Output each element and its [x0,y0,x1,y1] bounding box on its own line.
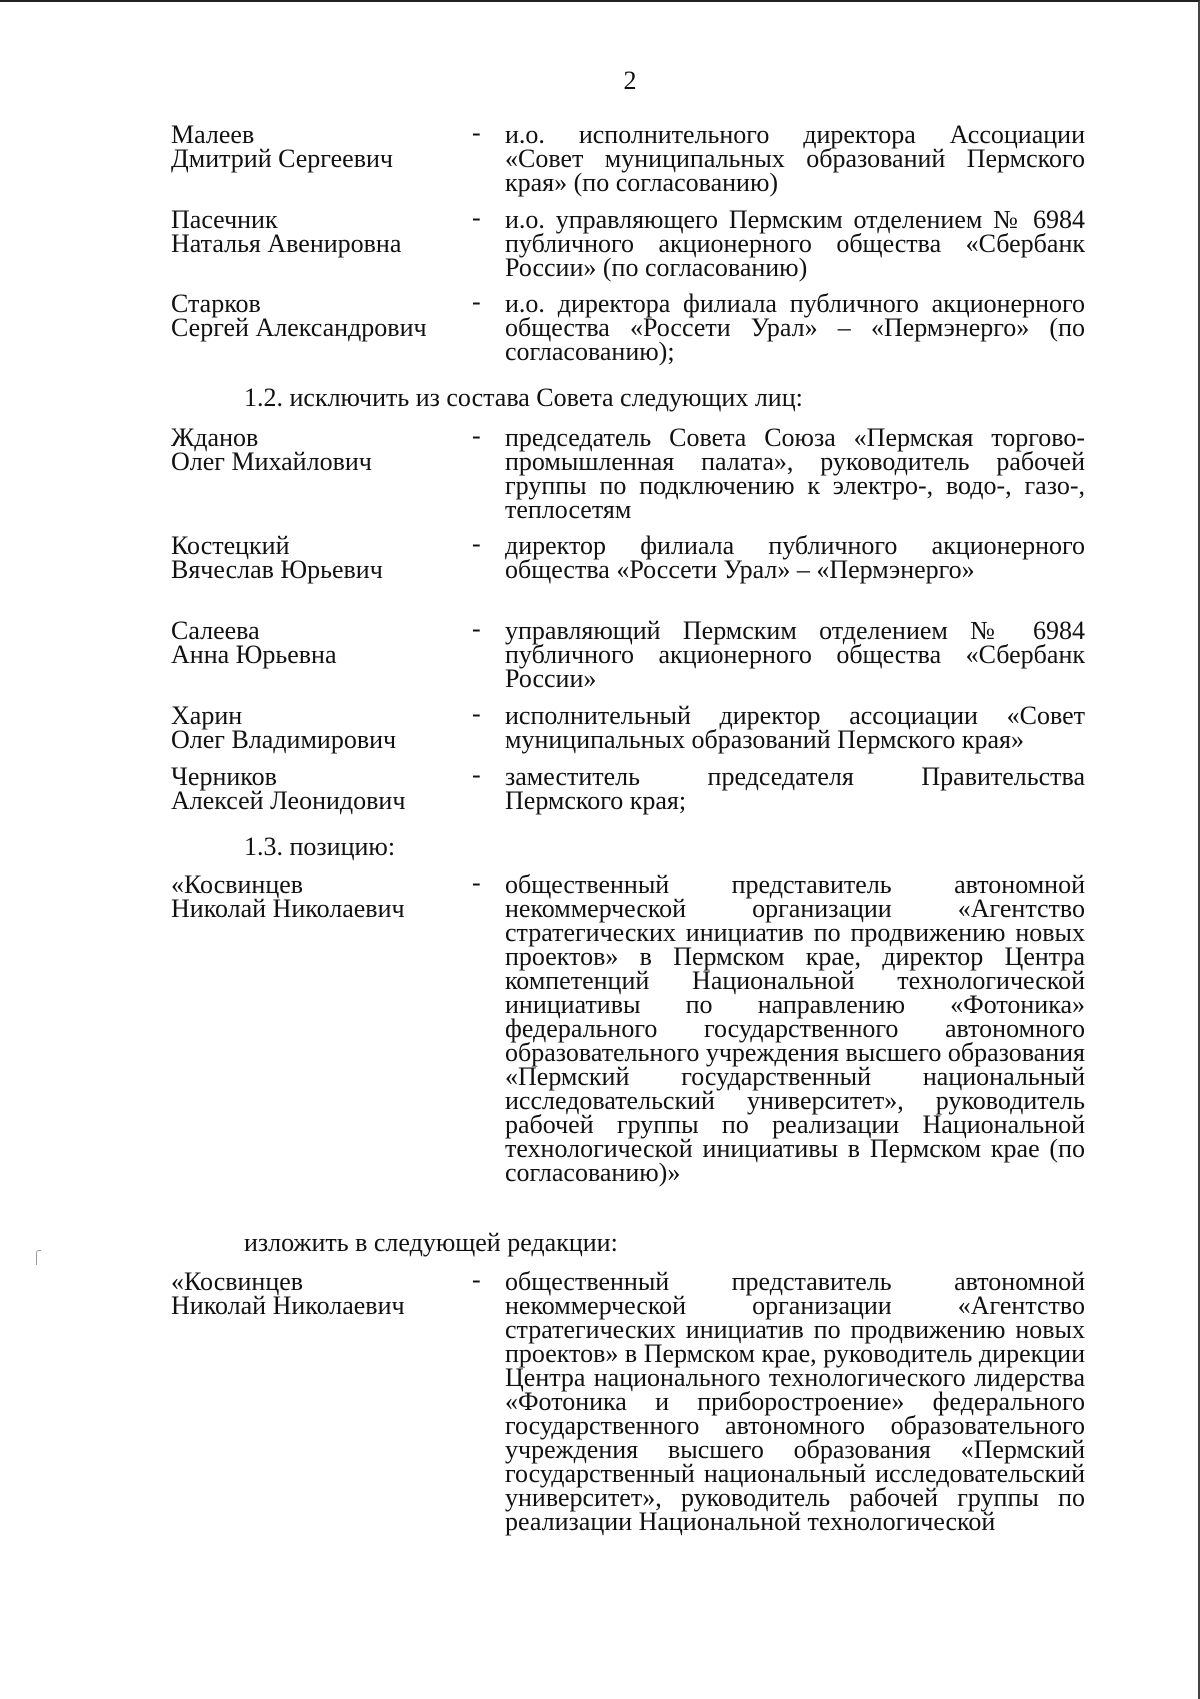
member-surname: Салеева [171,616,260,645]
member-given-names: Сергей Александрович [171,313,427,342]
member-position: общественный представитель автономной некоммерческой организации «Агентство стратегических инициатив по продвижению новых проектов» в Пермском крае, директор Центра компетенций Национальной технологической инициативы по направлению «Фотоника» федерального государственного автономного образовательного учреждения высшего образования «Пермский государственный национальный исследовательский университет», руководитель рабочей группы по реализации Национальной технологической инициативы в Пермском крае (по согласованию)» [505,870,1085,1187]
section-heading-1-2: 1.2. исключить из состава Совета следующих лиц: [244,383,803,412]
member-name [171,616,471,669]
entry-dash: - [472,118,481,147]
member-surname: Костецкий [171,531,290,560]
member-surname: Черников [171,762,277,791]
member-position: председатель Совета Союза «Пермская торгово-промышленная палата», руководитель рабочей группы по подключению к электро-, водо-, газо-, теплосетям [505,423,1085,524]
member-position: и.о. исполнительного директора Ассоциации «Совет муниципальных образований Пермского края» (по согласованию) [505,120,1085,197]
page-number: 2 [623,66,637,95]
member-name [171,531,471,584]
member-given-names: Анна Юрьевна [171,640,337,669]
member-surname: «Косвинцев [171,870,304,899]
member-position: исполнительный директор ассоциации «Совет муниципальных образований Пермского края» [505,701,1085,754]
entry-dash: - [472,614,481,643]
member-name [171,120,471,173]
member-name [171,762,471,815]
member-surname: Старков [171,289,261,318]
entry-dash: - [472,203,481,232]
member-given-names: Наталья Авенировна [171,229,402,258]
member-surname: Харин [171,701,243,730]
member-name [171,289,471,342]
entry-dash: - [472,760,481,789]
member-position: управляющий Пермским отделением № 6984 публичного акционерного общества «Сбербанк России» [505,616,1085,693]
member-surname: Малеев [171,120,255,149]
section-heading-1-3: 1.3. позицию: [244,832,396,861]
member-given-names: Алексей Леонидович [171,786,406,815]
member-position: директор филиала публичного акционерного общества «Россети Урал» – «Пермэнерго» [505,531,1085,584]
scan-artifact-mark [36,1250,41,1265]
entry-dash: - [472,699,481,728]
member-given-names: Олег Михайлович [171,447,372,476]
member-name [171,870,471,923]
restate-heading: изложить в следующей редакции: [244,1228,618,1257]
member-position: заместитель председателя Правительства Пермского края; [505,762,1085,815]
member-surname: Жданов [171,423,259,452]
entry-dash: - [472,868,481,897]
member-surname: «Косвинцев [171,1267,304,1296]
member-name [171,701,471,754]
member-position: общественный представитель автономной некоммерческой организации «Агентство стратегических инициатив по продвижению новых проектов» в Пермском крае, руководитель дирекции Центра национального технологического лидерства «Фотоника и приборостроение» федерального государственного автономного образовательного учреждения высшего образования «Пермский государственный национальный исследовательский университет», руководитель рабочей группы по реализации Национальной технологической [505,1267,1085,1536]
member-given-names: Вячеслав Юрьевич [171,555,383,584]
entry-dash: - [472,529,481,558]
entry-dash: - [472,287,481,316]
member-position: и.о. управляющего Пермским отделением № 6984 публичного акционерного общества «Сбербанк России» (по согласованию) [505,205,1085,282]
member-given-names: Николай Николаевич [171,1291,405,1320]
member-name [171,423,471,476]
member-given-names: Олег Владимирович [171,725,397,754]
member-given-names: Дмитрий Сергеевич [171,144,393,173]
member-name [171,205,471,258]
entry-dash: - [472,421,481,450]
member-surname: Пасечник [171,205,278,234]
entry-dash: - [472,1265,481,1294]
member-position: и.о. директора филиала публичного акционерного общества «Россети Урал» – «Пермэнерго» (по согласованию); [505,289,1085,366]
member-given-names: Николай Николаевич [171,894,405,923]
member-name [171,1267,471,1320]
